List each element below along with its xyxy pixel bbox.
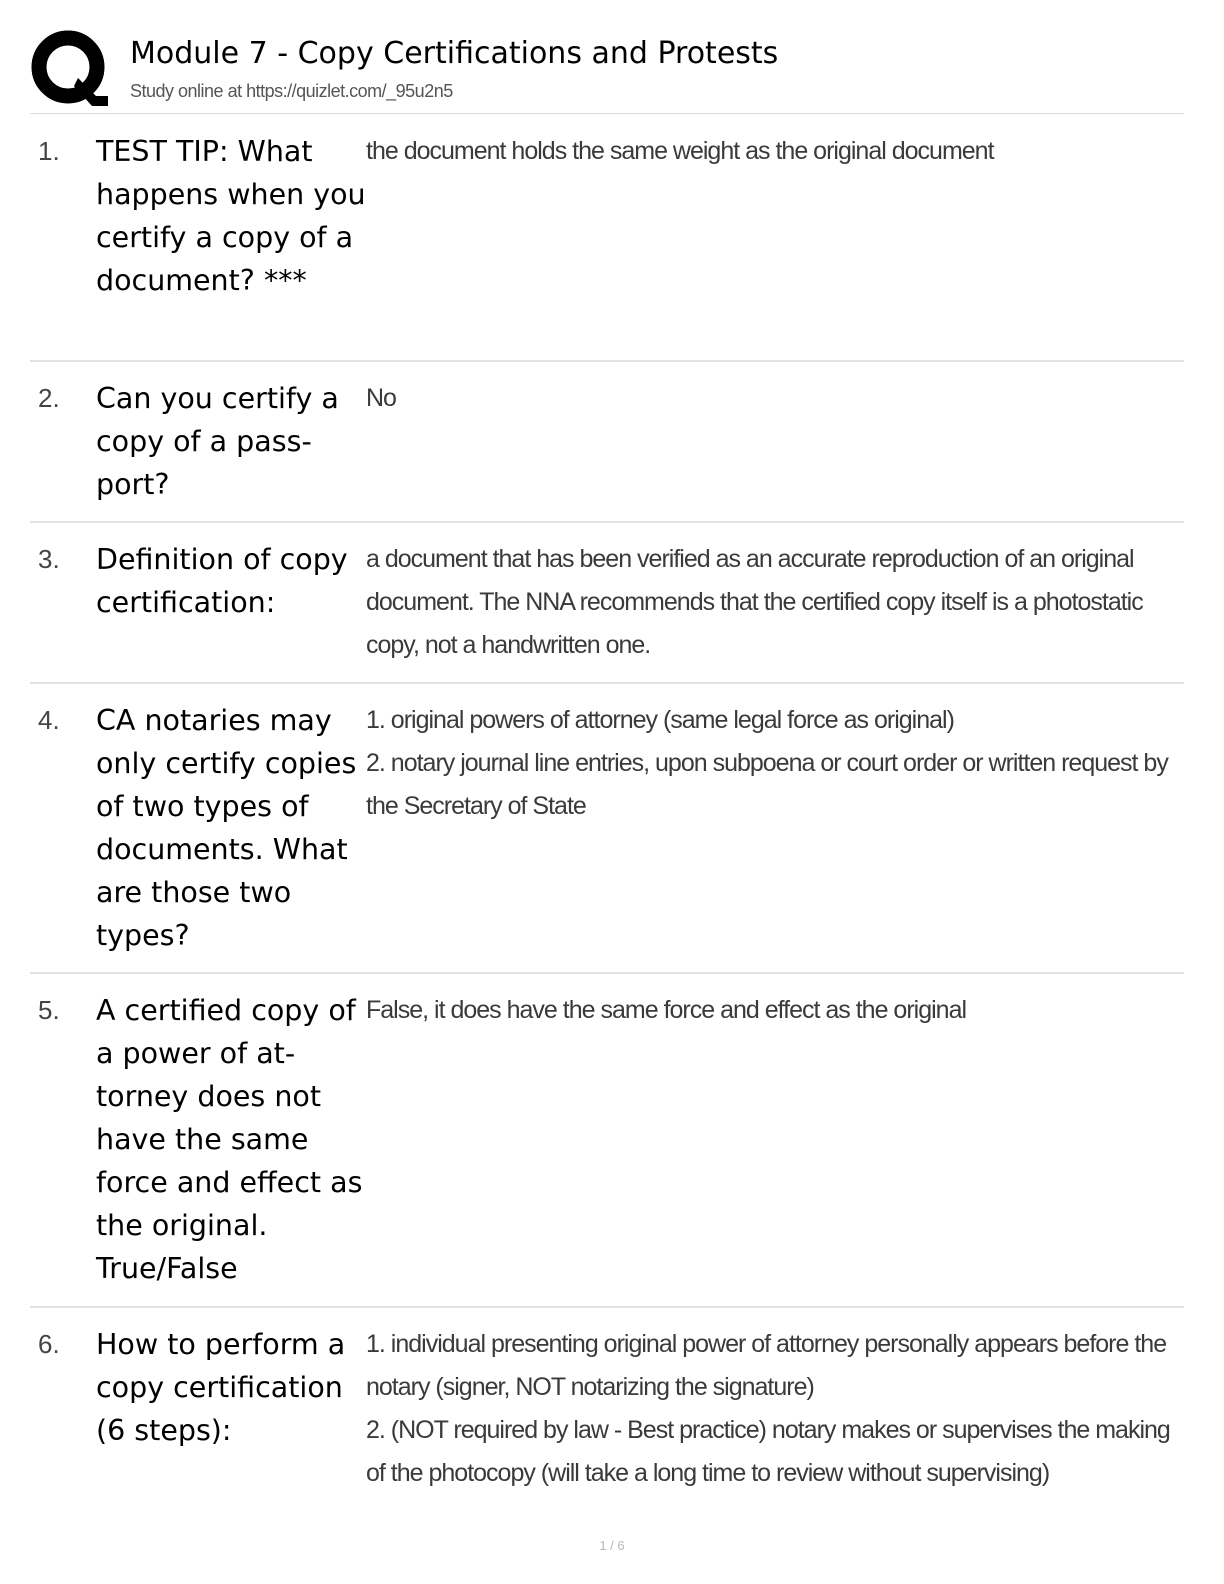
card-term: Can you certify a copy of a passport? <box>96 382 339 501</box>
card-definition: 1. individual presenting original power of attorney personally appears before the notary (signer, NOT notarizing the signature) 2. (NOT required by law - Best practice) notary makes or supervises the making of the photocopy (will take a long time to review without supervising) <box>366 1330 1170 1487</box>
page-number: 1 / 6 <box>599 1538 625 1553</box>
card-term: A certified copy of a power of attorney does not have the same force and effect as the original. True/False <box>96 994 363 1285</box>
card-number: 4. <box>38 705 60 735</box>
flashcard-row <box>30 684 1184 974</box>
flashcard-row <box>30 523 1184 684</box>
study-online-link[interactable]: Study online at https://quizlet.com/_95u2n5 <box>130 81 453 101</box>
card-number: 2. <box>38 383 60 413</box>
card-definition: False, it does have the same force and effect as the original <box>366 996 967 1024</box>
card-number: 1. <box>38 136 60 166</box>
card-number: 5. <box>38 995 60 1025</box>
page-header <box>30 28 1184 114</box>
card-definition: the document holds the same weight as the original document <box>366 137 994 165</box>
card-number: 6. <box>38 1329 60 1359</box>
card-definition: a document that has been verified as an accurate reproduction of an original document. The NNA recommends that the certified copy itself is a photostatic copy, not a handwritten one. <box>366 545 1143 659</box>
card-number: 3. <box>38 544 60 574</box>
flashcard-row <box>30 114 1184 362</box>
card-term: Definition of copy certification: <box>96 543 348 619</box>
card-definition: No <box>366 384 396 412</box>
card-term: How to perform a copy certification (6 steps): <box>96 1328 346 1447</box>
card-term: CA notaries may only certify copies of two types of documents. What are those two types? <box>96 704 357 952</box>
page-title: Module 7 - Copy Certifications and Protests <box>130 36 779 71</box>
flashcard-list <box>30 114 1184 1532</box>
card-definition: 1. original powers of attorney (same legal force as original) 2. notary journal line entries, upon subpoena or court order or written request by the Secretary of State <box>366 706 1168 820</box>
card-term: TEST TIP: What happens when you certify a copy of a document? *** <box>96 135 366 297</box>
quizlet-q-logo <box>30 28 110 108</box>
flashcard-row <box>30 362 1184 523</box>
flashcard-row <box>30 1308 1184 1532</box>
flashcard-row <box>30 974 1184 1308</box>
